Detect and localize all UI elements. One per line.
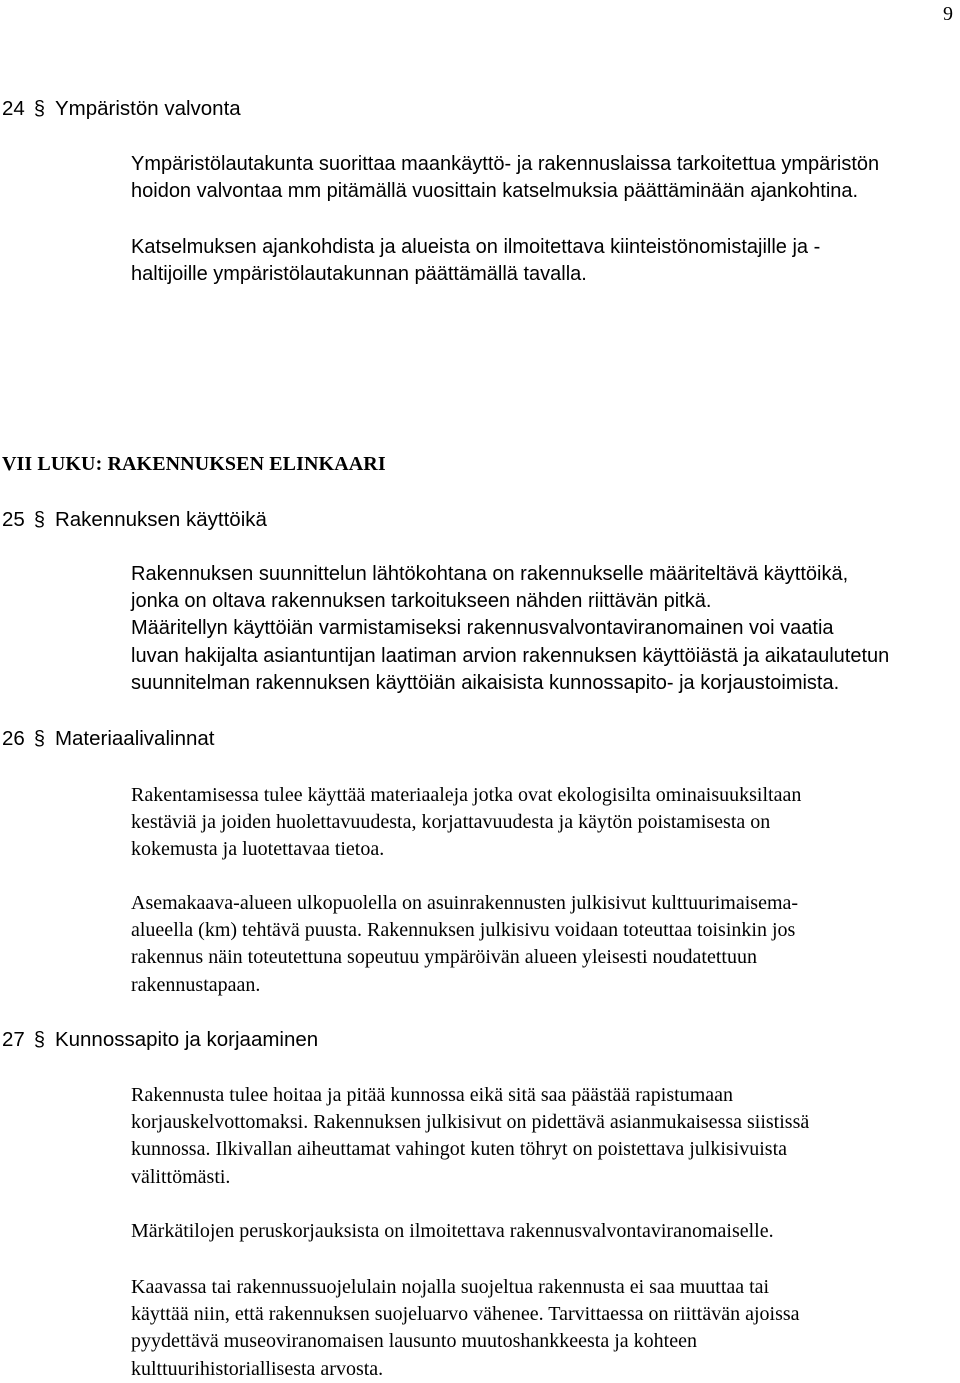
text-line: luvan hakijalta asiantuntijan laatiman arvion rakennuksen käyttöiästä ja aikataulutetun <box>131 644 890 667</box>
text-line: Ympäristölautakunta suorittaa maankäyttö- ja rakennuslaissa tarkoitettua ympäristön <box>131 153 880 175</box>
section-heading-24 <box>2 97 241 121</box>
section-title: Ympäristön valvonta <box>54 97 241 120</box>
text-line: Rakentamisessa tulee käyttää materiaaleja jotka ovat ekologisilta ominaisuuksiltaan <box>131 784 802 806</box>
section-27-paragraph-1 <box>131 1082 951 1191</box>
text-line: Määritellyn käyttöiän varmistamiseksi rakennusvalvontaviranomainen voi vaatia <box>131 617 834 640</box>
text-line: välittömästi. <box>131 1165 231 1188</box>
section-title: Kunnossapito ja korjaaminen <box>54 1028 319 1051</box>
text-line: rakennustapaan. <box>131 973 261 996</box>
text-line: kulttuurihistoriallisesta arvosta. <box>131 1357 384 1380</box>
text-line: Rakennusta tulee hoitaa ja pitää kunnossa eikä sitä saa päästää rapistumaan <box>131 1084 734 1106</box>
text-line: alueella (km) tehtävä puusta. Rakennuksen julkisivu voidaan toteuttaa toisinkin jos <box>131 919 796 942</box>
text-line: kokemusta ja luotettavaa tietoa. <box>131 838 385 861</box>
text-line: Kaavassa tai rakennussuojelulain nojalla suojeltua rakennusta ei saa muuttaa tai <box>131 1276 770 1298</box>
text-line: Asemakaava-alueen ulkopuolella on asuinrakennusten julkisivut kulttuurimaisema- <box>131 892 799 914</box>
section-symbol: § <box>33 509 45 531</box>
section-24-paragraph-1 <box>131 151 951 205</box>
text-line: Rakennuksen suunnittelun lähtökohtana on rakennukselle määriteltävä käyttöikä, <box>131 563 849 585</box>
text-line: korjauskelvottomaksi. Rakennuksen julkisivut on pidettävä asianmukaisessa siistissä <box>131 1111 810 1134</box>
section-title: Materiaalivalinnat <box>54 727 215 750</box>
chapter-heading: VII LUKU: RAKENNUKSEN ELINKAARI <box>2 453 386 475</box>
text-line: Katselmuksen ajankohdista ja alueista on ilmoitettava kiinteistönomistajille ja - <box>131 236 821 258</box>
section-number: 26 <box>2 727 25 750</box>
section-26-paragraph-1 <box>131 782 951 864</box>
section-27-paragraph-2 <box>131 1218 951 1245</box>
text-line: kestäviä ja joiden huolettavuudesta, korjattavuudesta ja käytön poistamisesta on <box>131 811 771 834</box>
section-25-paragraph-1 <box>131 561 951 697</box>
section-27-paragraph-3 <box>131 1274 951 1383</box>
text-line: haltijoille ympäristölautakunnan päättämällä tavalla. <box>131 263 587 286</box>
text-line: hoidon valvontaa mm pitämällä vuosittain katselmuksia päättäminään ajankohtina. <box>131 180 859 203</box>
section-heading-27 <box>2 1028 318 1052</box>
section-symbol: § <box>33 728 45 750</box>
section-number: 25 <box>2 508 25 531</box>
section-heading-26 <box>2 727 214 751</box>
section-number: 24 <box>2 97 25 120</box>
section-26-paragraph-2 <box>131 890 951 999</box>
text-line: kunnossa. Ilkivallan aiheuttamat vahingot kuten töhryt on poistettava julkisivuista <box>131 1138 787 1161</box>
text-line: suunnitelman rakennuksen käyttöiän aikaisista kunnossapito- ja korjaustoimista. <box>131 671 840 694</box>
text-line: Märkätilojen peruskorjauksista on ilmoitettava rakennusvalvontaviranomaiselle. <box>131 1220 774 1242</box>
section-heading-25 <box>2 508 267 532</box>
section-24-paragraph-2 <box>131 234 951 288</box>
section-symbol: § <box>33 1029 45 1051</box>
section-symbol: § <box>33 98 45 120</box>
section-title: Rakennuksen käyttöikä <box>54 508 267 531</box>
page-number: 9 <box>943 3 953 25</box>
text-line: pyydettävä museoviranomaisen lausunto muutoshankkeesta ja kohteen <box>131 1330 697 1353</box>
text-line: rakennus näin toteutettuna sopeutuu ympäröivän alueen yleisesti noudatettuun <box>131 946 757 969</box>
text-line: käyttää niin, että rakennuksen suojeluarvo vähenee. Tarvittaessa on riittävän ajoissa <box>131 1303 800 1326</box>
text-line: jonka on oltava rakennuksen tarkoitukseen nähden riittävän pitkä. <box>131 590 712 613</box>
section-number: 27 <box>2 1028 25 1051</box>
